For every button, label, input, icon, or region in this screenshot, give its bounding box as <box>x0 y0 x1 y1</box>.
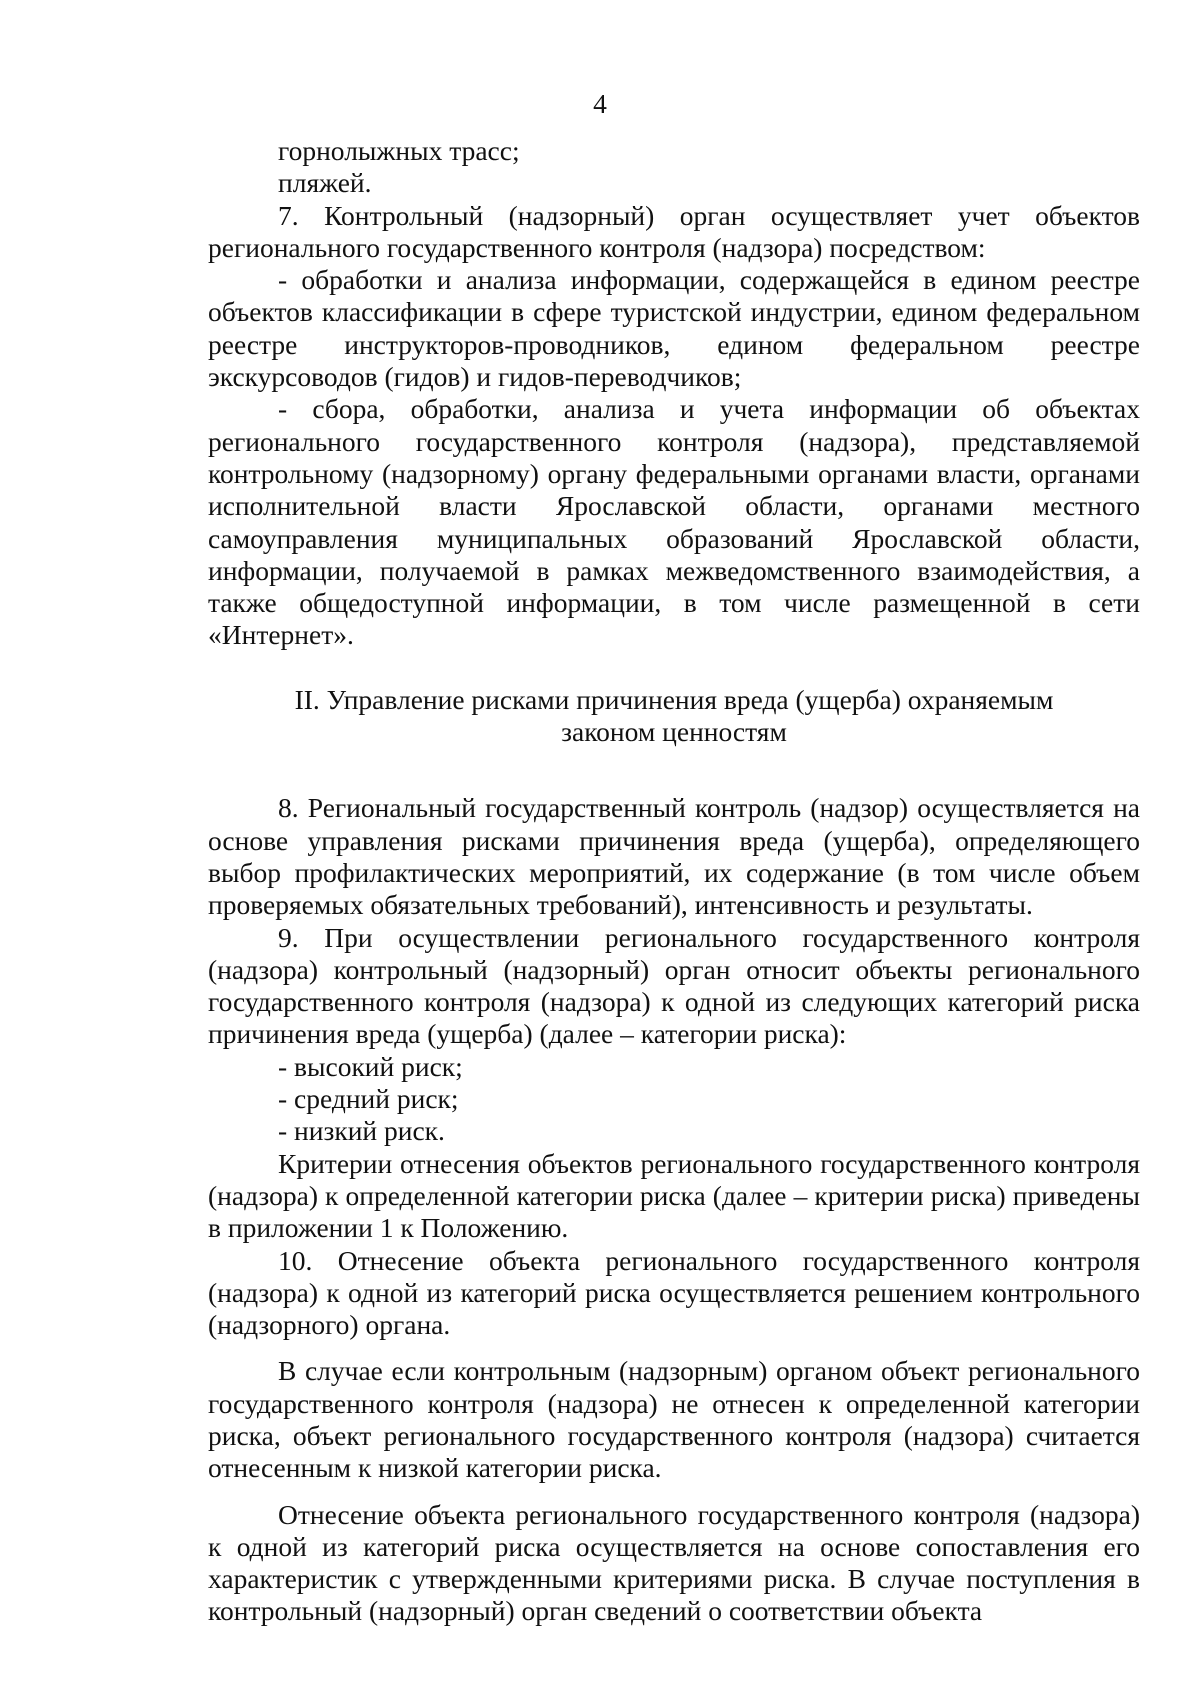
paragraph-7: 7. Контрольный (надзорный) орган осуществляет учет объектов регионального государственного контроля (надзора) посредством: <box>208 199 1140 263</box>
paragraph-8: 8. Региональный государственный контроль (надзор) осуществляется на основе управления рисками причинения вреда (ущерба), определяющего выбор профилактических мероприятий, их содержание (в том числе объем проверяемых обязательных требований), интенсивность и результаты. <box>208 792 1140 921</box>
list-item-collection-information: - сбора, обработки, анализа и учета информации об объектах регионального государственного контроля (надзора), представляемой контрольному (надзорному) органу федеральными органами власти, органами исполнительной власти Ярославской области, органами местного самоуправления муниципальных образований Ярославской области, информации, получаемой в рамках межведомственного взаимодействия, а также общедоступной информации, в том числе размещенной в сети «Интернет». <box>208 393 1140 651</box>
list-item-medium-risk: - средний риск; <box>278 1083 459 1115</box>
list-item-high-risk: - высокий риск; <box>278 1050 463 1082</box>
section-heading-line-1: II. Управление рисками причинения вреда (ущерба) охраняемым <box>294 683 1054 715</box>
section-heading <box>208 684 1140 749</box>
list-item-low-risk: - низкий риск. <box>278 1115 445 1147</box>
section-heading-line-2: законом ценностям <box>561 716 787 748</box>
paragraph-risk-criteria: Критерии отнесения объектов регионального государственного контроля (надзора) к определенной категории риска (далее – критерии риска) приведены в приложении 1 к Положению. <box>208 1147 1140 1244</box>
paragraph-assignment-basis: Отнесение объекта регионального государственного контроля (надзора) к одной из категорий риска осуществляется на основе сопоставления его характеристик с утвержденными критериями риска. В случае поступления в контрольный (надзорный) орган сведений о соответствии объекта <box>208 1498 1140 1627</box>
list-item-processing-registries: - обработки и анализа информации, содержащейся в едином реестре объектов классификации в сфере туристской индустрии, едином федеральном реестре инструкторов-проводников, едином федеральном реестре экскурсоводов (гидов) и гидов-переводчиков; <box>208 264 1140 393</box>
paragraph-10: 10. Отнесение объекта регионального государственного контроля (надзора) к одной из категорий риска осуществляется решением контрольного (надзорного) органа. <box>208 1244 1140 1341</box>
paragraph-9: 9. При осуществлении регионального государственного контроля (надзора) контрольный (надзорный) орган относит объекты регионального государственного контроля (надзора) к одной из следующих категорий риска причинения вреда (ущерба) (далее – категории риска): <box>208 921 1140 1050</box>
page-number: 4 <box>593 88 607 119</box>
list-item-beaches: пляжей. <box>278 167 372 199</box>
paragraph-not-assigned: В случае если контрольным (надзорным) органом объект регионального государственного контроля (надзора) не отнесен к определенной категории риска, объект регионального государственного контроля (надзора) считается отнесенным к низкой категории риска. <box>208 1355 1140 1484</box>
document-body <box>208 135 1140 1628</box>
list-item-ski-slopes: горнолыжных трасс; <box>278 135 520 166</box>
